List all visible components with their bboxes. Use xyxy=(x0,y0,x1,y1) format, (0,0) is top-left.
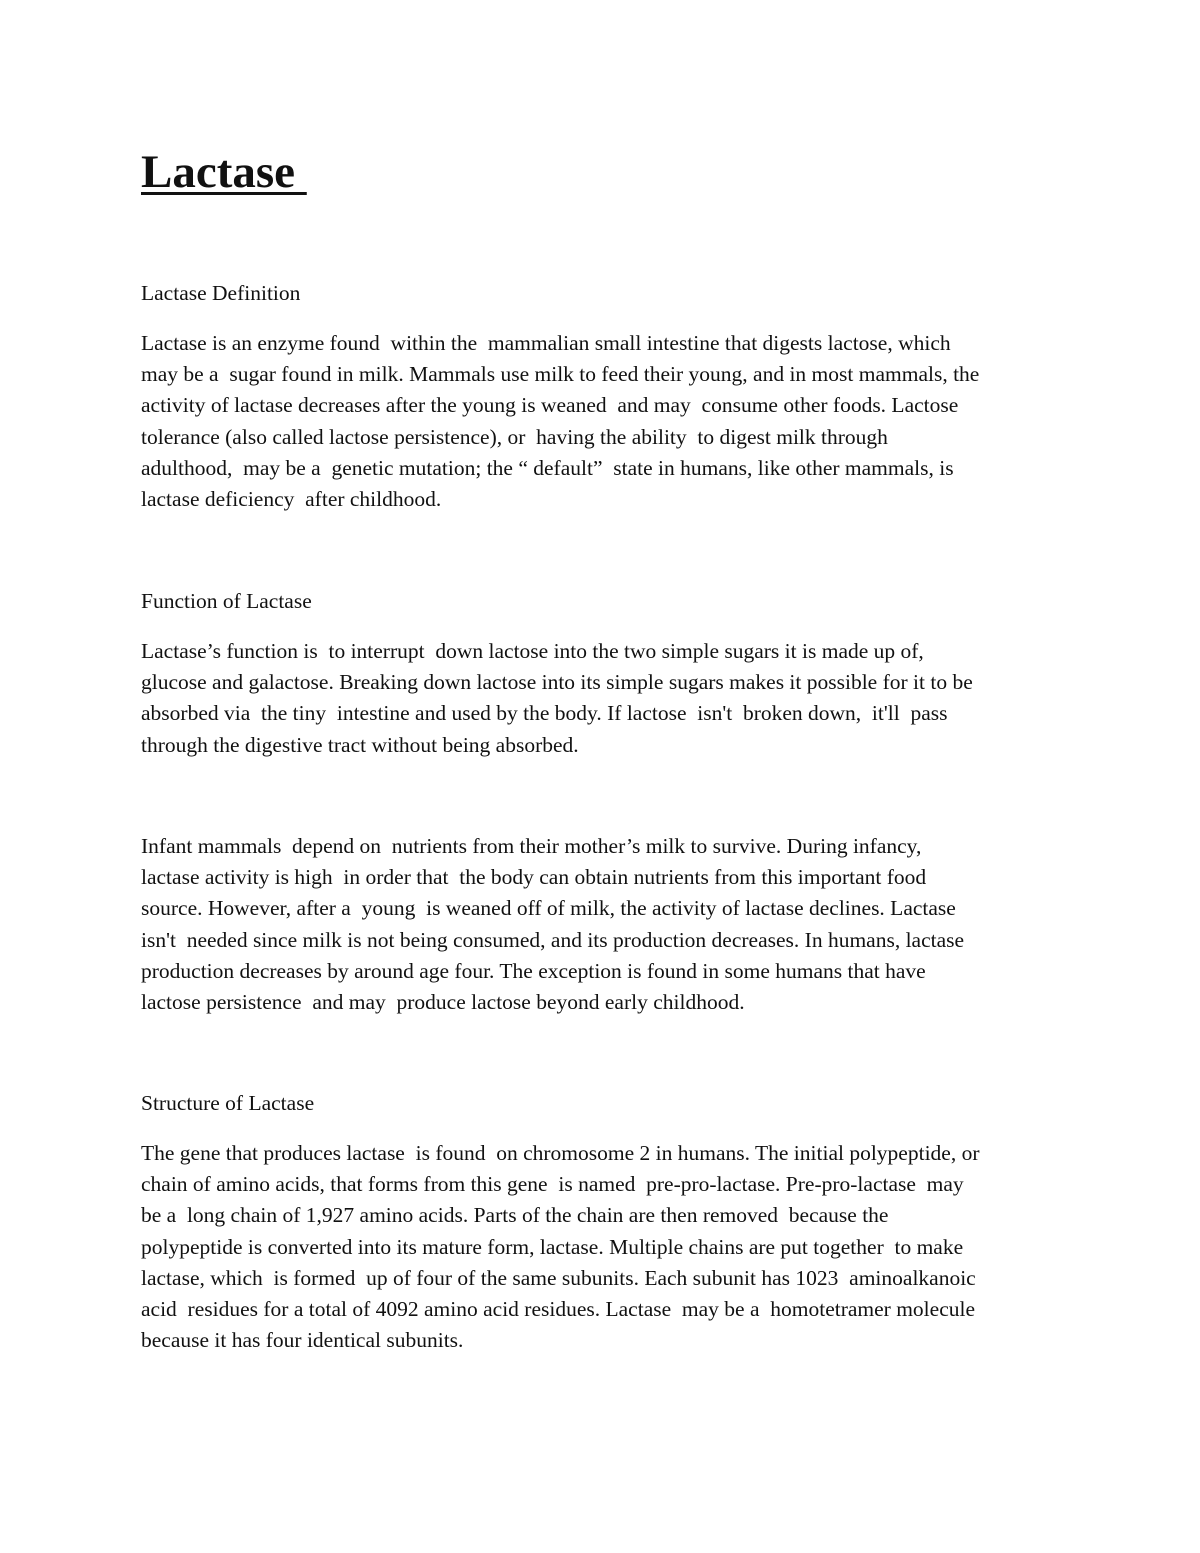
paragraph-line: adulthood, may be a genetic mutation; the “ default” state in humans, like other mammals, is xyxy=(141,455,954,480)
paragraph-line: acid residues for a total of 4092 amino acid residues. Lactase may be a homotetramer molecule xyxy=(141,1297,976,1322)
paragraph-line: Infant mammals depend on nutrients from their mother’s milk to survive. During infancy, xyxy=(141,834,922,858)
paragraph-structure xyxy=(141,1138,1081,1356)
paragraph-line: isn't needed since milk is not being consumed, and its production decreases. In humans, lactase xyxy=(141,927,965,952)
paragraph-definition xyxy=(141,328,1081,515)
paragraph-line: lactose persistence and may produce lactose beyond early childhood. xyxy=(141,990,745,1015)
paragraph-line: tolerance (also called lactose persistence), or having the ability to digest milk through xyxy=(141,424,888,449)
section-heading-definition: Lactase Definition xyxy=(141,281,301,305)
paragraph-line: polypeptide is converted into its mature form, lactase. Multiple chains are put together to make xyxy=(141,1234,964,1259)
paragraph-line: production decreases by around age four. The exception is found in some humans that have xyxy=(141,958,926,983)
paragraph-line: lactase activity is high in order that the body can obtain nutrients from this important food xyxy=(141,865,927,890)
paragraph-line: lactase deficiency after childhood. xyxy=(141,487,442,512)
section-heading-function: Function of Lactase xyxy=(141,589,312,613)
paragraph-line: because it has four identical subunits. xyxy=(141,1328,464,1353)
document-title: Lactase xyxy=(141,146,307,198)
paragraph-line: Lactase’s function is to interrupt down lactose into the two simple sugars it is made up of, xyxy=(141,639,924,663)
paragraph-line: activity of lactase decreases after the young is weaned and may consume other foods. Lactose xyxy=(141,393,959,418)
section-heading-structure: Structure of Lactase xyxy=(141,1091,315,1115)
paragraph-line: lactase, which is formed up of four of the same subunits. Each subunit has 1023 aminoalkanoic xyxy=(141,1265,976,1290)
paragraph-line: glucose and galactose. Breaking down lactose into its simple sugars makes it possible for it to be xyxy=(141,670,973,695)
paragraph-line: through the digestive tract without being absorbed. xyxy=(141,732,579,757)
paragraph-line: be a long chain of 1,927 amino acids. Parts of the chain are then removed because the xyxy=(141,1203,889,1228)
paragraph-line: chain of amino acids, that forms from this gene is named pre-pro-lactase. Pre-pro-lactase may xyxy=(141,1172,964,1197)
paragraph-infancy xyxy=(141,831,1081,1018)
paragraph-line: Lactase is an enzyme found within the mammalian small intestine that digests lactose, which xyxy=(141,331,951,355)
paragraph-line: The gene that produces lactase is found on chromosome 2 in humans. The initial polypeptide, or xyxy=(141,1141,980,1165)
paragraph-line: absorbed via the tiny intestine and used by the body. If lactose isn't broken down, it'll pass xyxy=(141,701,948,726)
paragraph-function xyxy=(141,636,1081,761)
paragraph-line: may be a sugar found in milk. Mammals use milk to feed their young, and in most mammals, the xyxy=(141,362,980,387)
paragraph-line: source. However, after a young is weaned off of milk, the activity of lactase declines. Lactase xyxy=(141,896,956,921)
